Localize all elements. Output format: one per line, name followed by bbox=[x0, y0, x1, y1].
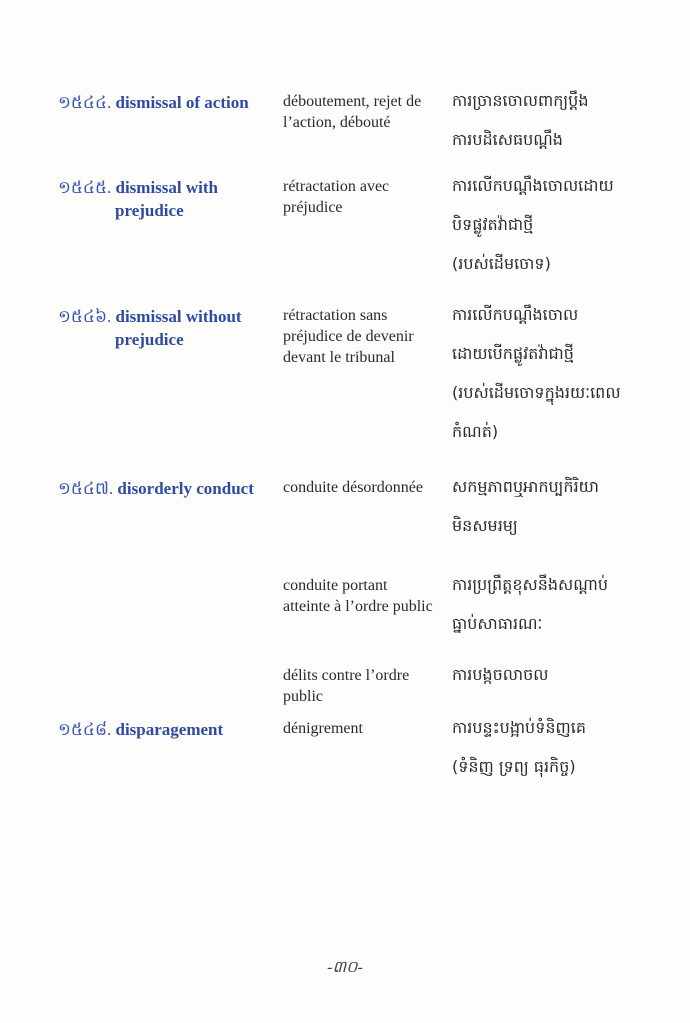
entry-term bbox=[58, 477, 280, 500]
french-translation: déboutement, rejet de l’action, débouté bbox=[283, 93, 422, 131]
khmer-line: កំណត់) bbox=[452, 422, 499, 441]
khmer-line: មិនសមរម្យ bbox=[452, 516, 518, 535]
entry-term bbox=[58, 176, 280, 222]
khmer-translation bbox=[452, 655, 677, 694]
term-line: disparagement bbox=[115, 720, 224, 739]
term-line: prejudice bbox=[115, 201, 184, 220]
entry-term bbox=[58, 91, 280, 114]
french-translation: rétractation sans préjudice de devenir devant le tribunal bbox=[283, 307, 414, 366]
term-line: dismissal without bbox=[115, 307, 242, 326]
entry-number: ១៥៤៧. bbox=[58, 479, 114, 498]
khmer-line: ការប្រព្រឹត្តខុសនឹងសណ្ដាប់ bbox=[452, 575, 609, 594]
entry-term bbox=[58, 305, 280, 351]
khmer-translation bbox=[452, 81, 677, 159]
entry-number: ១៥៤៨. bbox=[58, 720, 112, 739]
khmer-line: (របស់ដើមចោទក្នុងរយៈពេល bbox=[452, 383, 621, 402]
entry-number: ១៥៤៤. bbox=[58, 93, 112, 112]
khmer-line: ការបង្កចលាចល bbox=[452, 665, 549, 684]
khmer-translation bbox=[452, 565, 677, 643]
french-translation: conduite portant atteinte à l’ordre public bbox=[283, 577, 433, 615]
term-line: dismissal with bbox=[115, 178, 218, 197]
khmer-line: បិទផ្លូវតវ៉ាជាថ្មី bbox=[452, 215, 534, 234]
khmer-line: ធ្នាប់សាធារណៈ bbox=[452, 614, 543, 633]
term-line: dismissal of action bbox=[115, 93, 249, 112]
term-line: disorderly conduct bbox=[117, 479, 254, 498]
khmer-translation bbox=[452, 166, 677, 283]
khmer-translation bbox=[452, 708, 677, 786]
khmer-line: ការច្រានចោលពាក្យប្ដឹង bbox=[452, 91, 589, 110]
page-number: -៣០- bbox=[327, 959, 363, 976]
khmer-translation bbox=[452, 295, 677, 451]
khmer-line: ការបដិសេធបណ្ដឹង bbox=[452, 130, 563, 149]
french-translation: rétractation avec préjudice bbox=[283, 178, 390, 216]
khmer-line: ការលើកបណ្ដឹងចោលដោយ bbox=[452, 176, 614, 195]
french-translation: conduite désordonnée bbox=[283, 479, 423, 496]
khmer-line: ដោយបើកផ្លូវតវ៉ាជាថ្មី bbox=[452, 344, 574, 363]
french-translation: délits contre l’ordre public bbox=[283, 667, 410, 705]
khmer-line: (របស់ដើមចោទ) bbox=[452, 254, 551, 273]
khmer-line: សកម្មភាពឬអាកប្បកិរិយា bbox=[452, 477, 599, 496]
term-line: prejudice bbox=[115, 330, 184, 349]
khmer-line: ការបន្ទះបង្អាប់ទំនិញគេ bbox=[452, 718, 586, 737]
french-translation: dénigrement bbox=[283, 720, 363, 737]
entry-number: ១៥៤៥. bbox=[58, 178, 112, 197]
entry-term bbox=[58, 718, 280, 741]
khmer-line: (ទំនិញ ទ្រព្យ ធុរកិច្ច) bbox=[452, 757, 576, 776]
khmer-translation bbox=[452, 467, 677, 545]
entry-number: ១៥៤៦. bbox=[58, 307, 112, 326]
khmer-line: ការលើកបណ្ដឹងចោល bbox=[452, 305, 579, 324]
